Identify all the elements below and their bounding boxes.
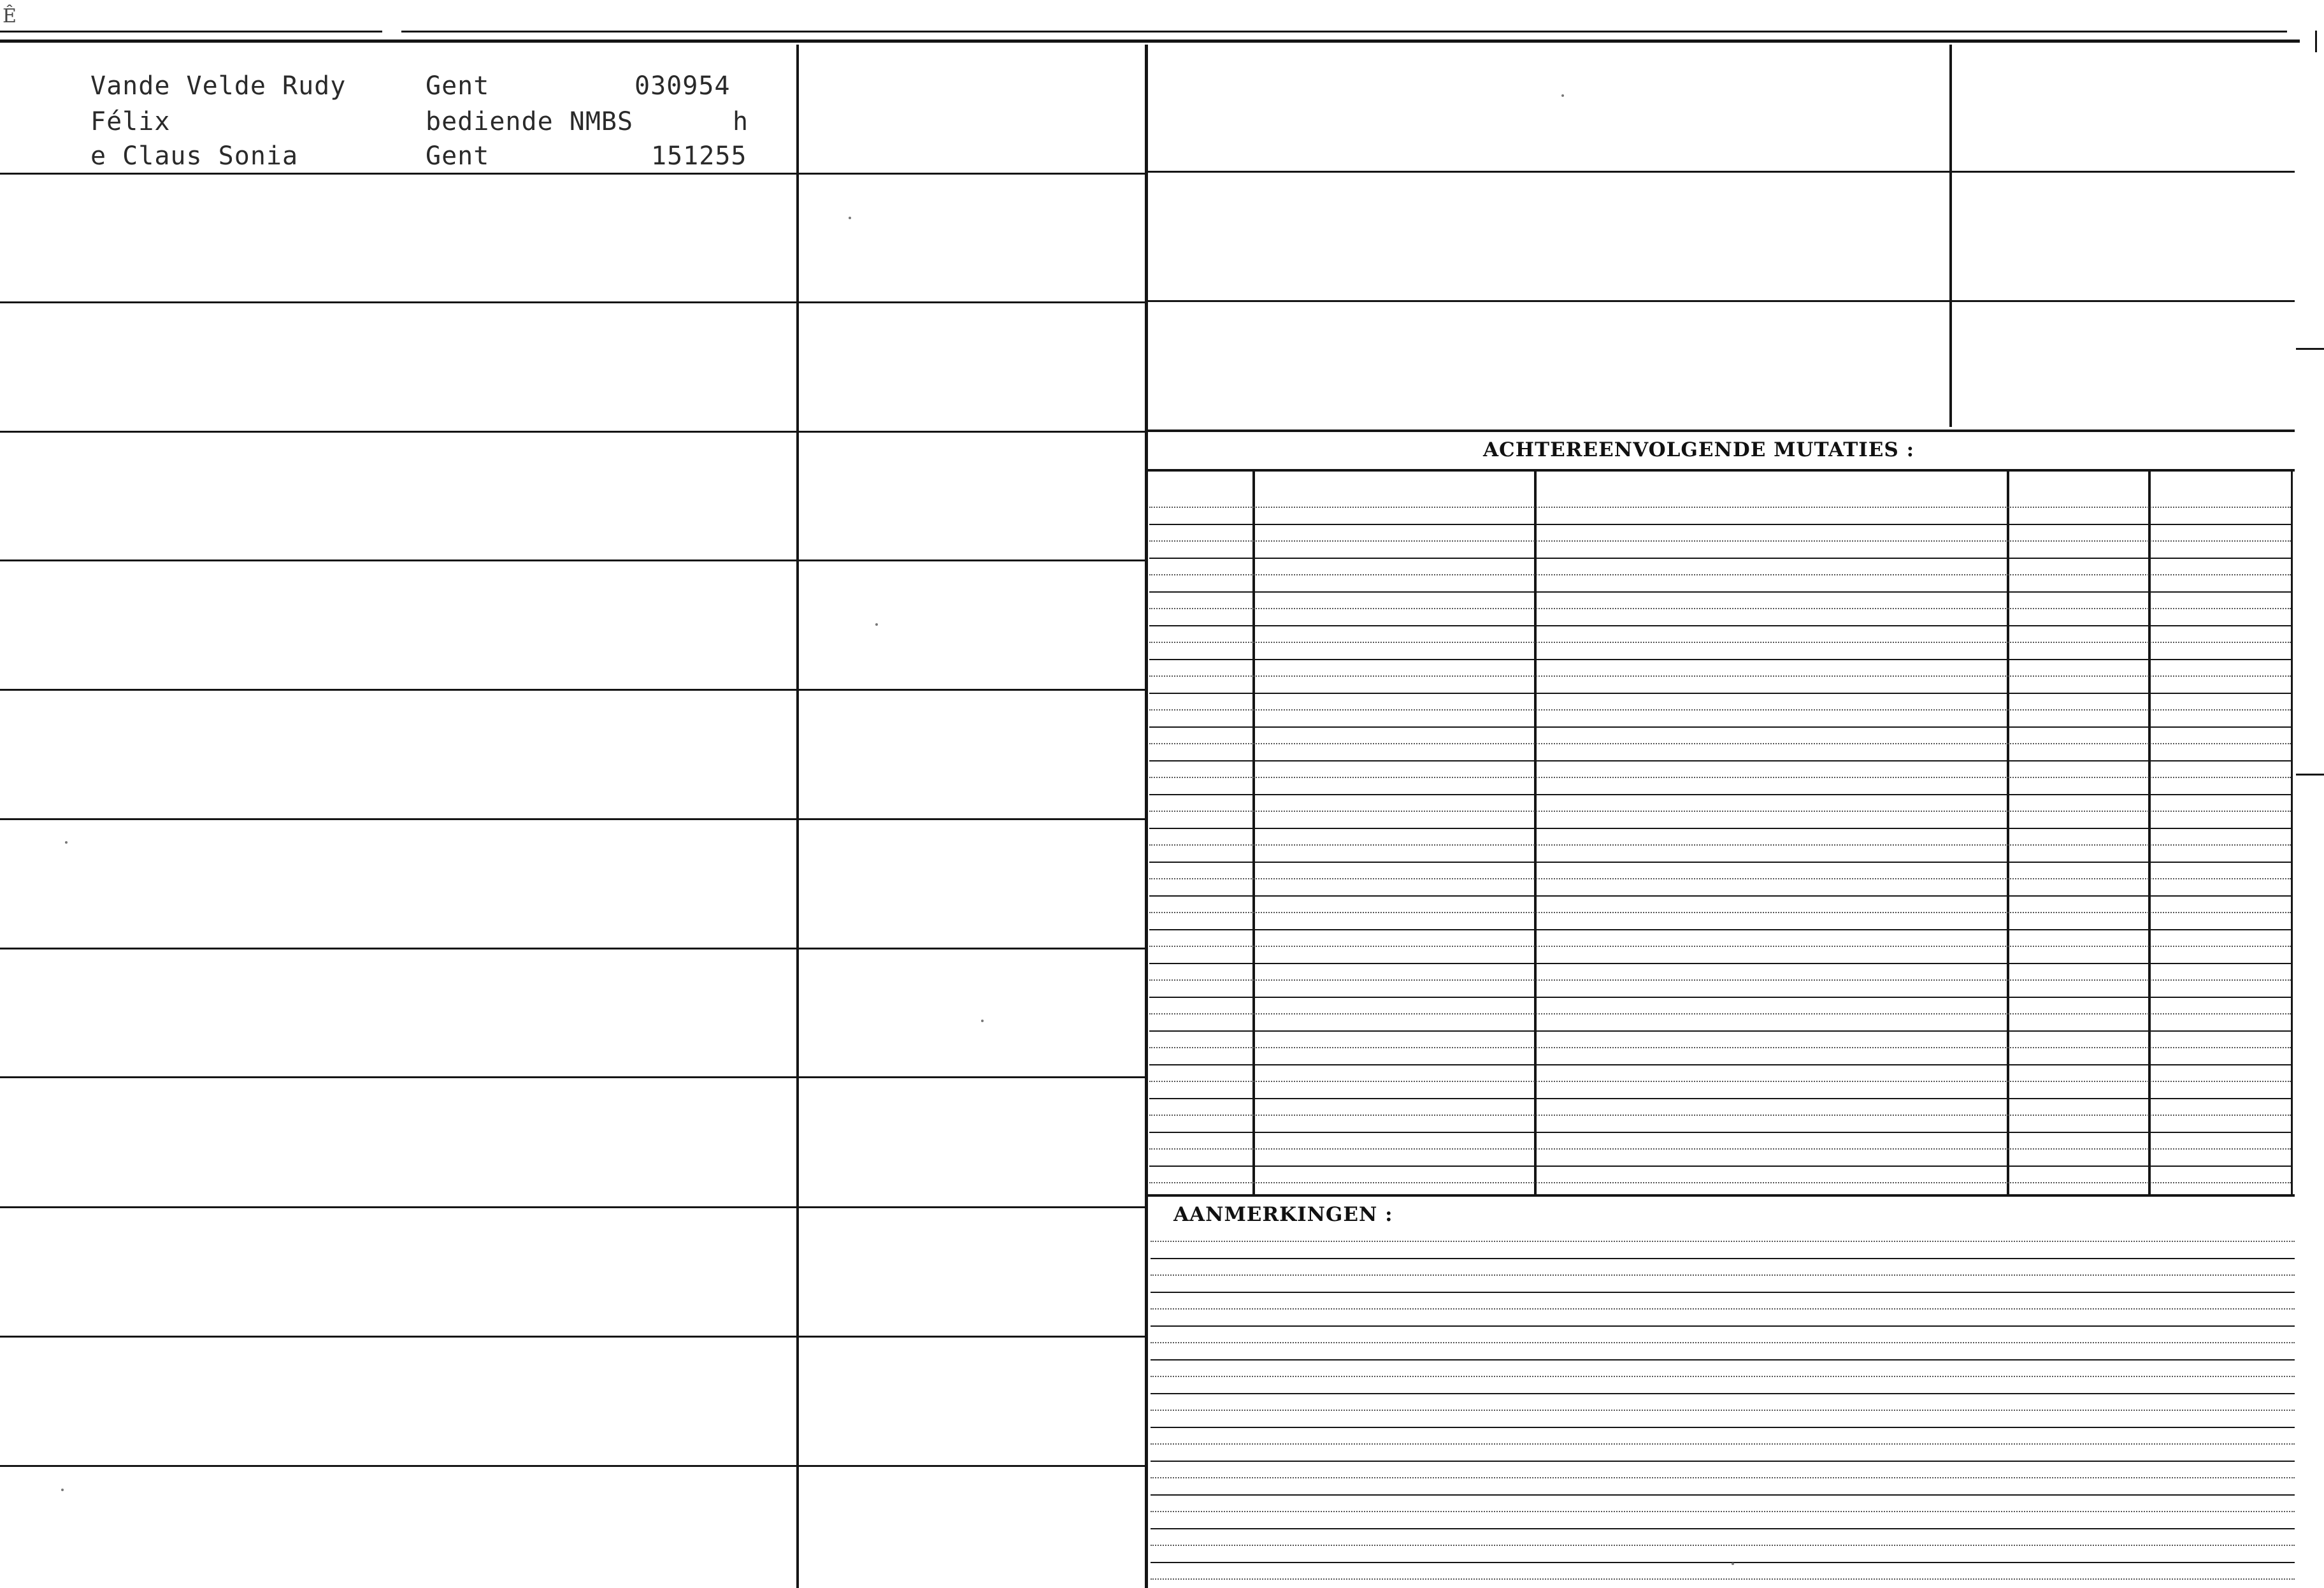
row-rule (0, 559, 1145, 561)
remarks-ruling (1151, 1427, 2295, 1428)
mutations-ruling (1149, 693, 2291, 694)
remarks-title: AANMERKINGEN : (1173, 1203, 1393, 1226)
date-line-3: 151255 (651, 141, 747, 171)
mutations-ruling (1149, 1064, 2291, 1065)
mutations-ruling (1149, 558, 2291, 559)
mutations-ruling (1149, 760, 2291, 762)
mutations-ruling (1149, 929, 2291, 930)
top-box-rule (1148, 171, 2295, 173)
name-line-3: e Claus Sonia (90, 141, 299, 171)
mutations-ruling (1149, 777, 2291, 778)
paper-speck (875, 623, 878, 626)
remarks-ruling (1151, 1376, 2295, 1377)
mutations-ruling (1149, 828, 2291, 829)
mutations-ruling (1149, 1115, 2291, 1116)
paper-speck (1732, 1563, 1734, 1565)
name-line-1: Vande Velde Rudy (90, 71, 347, 101)
mutations-ruling (1149, 608, 2291, 609)
remarks-ruling (1151, 1511, 2295, 1512)
mutations-col-divider (1534, 470, 1537, 1195)
remarks-ruling (1151, 1325, 2295, 1327)
mutations-col-divider (2007, 470, 2009, 1195)
paper-speck (981, 1020, 984, 1022)
mutations-ruling (1149, 709, 2291, 711)
mutations-ruling (1149, 979, 2291, 981)
remarks-ruling (1151, 1410, 2295, 1411)
remarks-ruling (1151, 1545, 2295, 1546)
remarks-ruling (1151, 1578, 2295, 1580)
mutations-ruling (1149, 507, 2291, 508)
paper-speck (65, 841, 68, 844)
mutations-bottom-rule (1148, 1194, 2295, 1197)
remarks-ruling (1151, 1528, 2295, 1529)
row-rule (0, 1076, 1145, 1078)
margin-tick (2296, 774, 2324, 776)
mutations-ruling (1149, 1098, 2291, 1099)
remarks-ruling (1151, 1308, 2295, 1310)
remarks-ruling (1151, 1461, 2295, 1462)
mutations-ruling (1149, 1030, 2291, 1032)
row-rule (0, 301, 1145, 303)
mutations-ruling (1149, 574, 2291, 575)
place-line-1: Gent (426, 71, 490, 101)
mutations-ruling (1149, 1148, 2291, 1150)
remarks-ruling (1151, 1258, 2295, 1259)
left-column-divider-1 (796, 45, 799, 1588)
mutations-ruling (1149, 659, 2291, 660)
mutations-ruling (1149, 895, 2291, 897)
paper-speck (849, 217, 851, 219)
remarks-ruling (1151, 1562, 2295, 1563)
paper-speck (61, 1489, 64, 1491)
row-rule (0, 173, 1145, 175)
mutations-col-divider (1252, 470, 1255, 1195)
remarks-ruling (1151, 1342, 2295, 1343)
remarks-ruling (1151, 1292, 2295, 1293)
row-rule (0, 948, 1145, 949)
remarks-ruling (1151, 1494, 2295, 1496)
mutations-col-divider (2148, 470, 2151, 1195)
mutations-ruling (1149, 878, 2291, 879)
left-column-divider-2 (1145, 45, 1148, 1588)
mutations-ruling (1149, 1013, 2291, 1014)
mutations-ruling (1149, 844, 2291, 846)
row-rule (0, 1465, 1145, 1467)
remarks-ruling (1151, 1274, 2295, 1276)
mutations-ruling (1149, 811, 2291, 812)
header-rule (0, 40, 2300, 43)
mutations-ruling (1149, 625, 2291, 626)
remarks-ruling (1151, 1359, 2295, 1361)
mutations-title: ACHTEREENVOLGENDE MUTATIES : (1483, 438, 1915, 461)
margin-tick (2296, 348, 2324, 350)
top-box-rule (1148, 429, 2295, 432)
mutations-ruling (1149, 1182, 2291, 1183)
paper-speck (1561, 94, 1564, 97)
mutations-ruling (1149, 540, 2291, 542)
mutations-ruling (1149, 1132, 2291, 1133)
occupation-line-2: bediende NMBS (426, 107, 634, 136)
mutations-ruling (1149, 524, 2291, 525)
mutations-right-edge (2291, 470, 2293, 1195)
mutations-ruling (1149, 1081, 2291, 1082)
remarks-ruling (1151, 1393, 2295, 1394)
mutations-ruling (1149, 1047, 2291, 1048)
mark-line-2: h (733, 107, 749, 136)
mutations-ruling (1149, 997, 2291, 998)
mutations-ruling (1149, 675, 2291, 677)
row-rule (0, 1206, 1145, 1208)
row-rule (0, 431, 1145, 433)
top-box-rule (1148, 300, 2295, 302)
mutations-ruling (1149, 794, 2291, 795)
mutations-header-rule (1148, 469, 2295, 472)
row-rule (0, 689, 1145, 691)
row-rule (0, 818, 1145, 820)
top-border-right (401, 31, 2287, 32)
date-line-1: 030954 (635, 71, 731, 101)
top-border-left (0, 31, 382, 32)
row-rule (0, 1336, 1145, 1338)
mutations-ruling (1149, 862, 2291, 863)
mutations-ruling (1149, 743, 2291, 744)
remarks-ruling (1151, 1241, 2295, 1242)
top-box-divider (1949, 45, 1952, 427)
mutations-ruling (1149, 591, 2291, 593)
mutations-ruling (1149, 946, 2291, 947)
mutations-ruling (1149, 726, 2291, 728)
place-line-3: Gent (426, 141, 490, 171)
top-right-tick (2315, 31, 2317, 52)
corner-mark: Ê (3, 5, 17, 27)
remarks-ruling (1151, 1443, 2295, 1445)
mutations-ruling (1149, 963, 2291, 964)
name-line-2: Félix (90, 107, 171, 136)
mutations-ruling (1149, 912, 2291, 913)
remarks-ruling (1151, 1477, 2295, 1478)
mutations-ruling (1149, 642, 2291, 643)
mutations-ruling (1149, 1166, 2291, 1167)
